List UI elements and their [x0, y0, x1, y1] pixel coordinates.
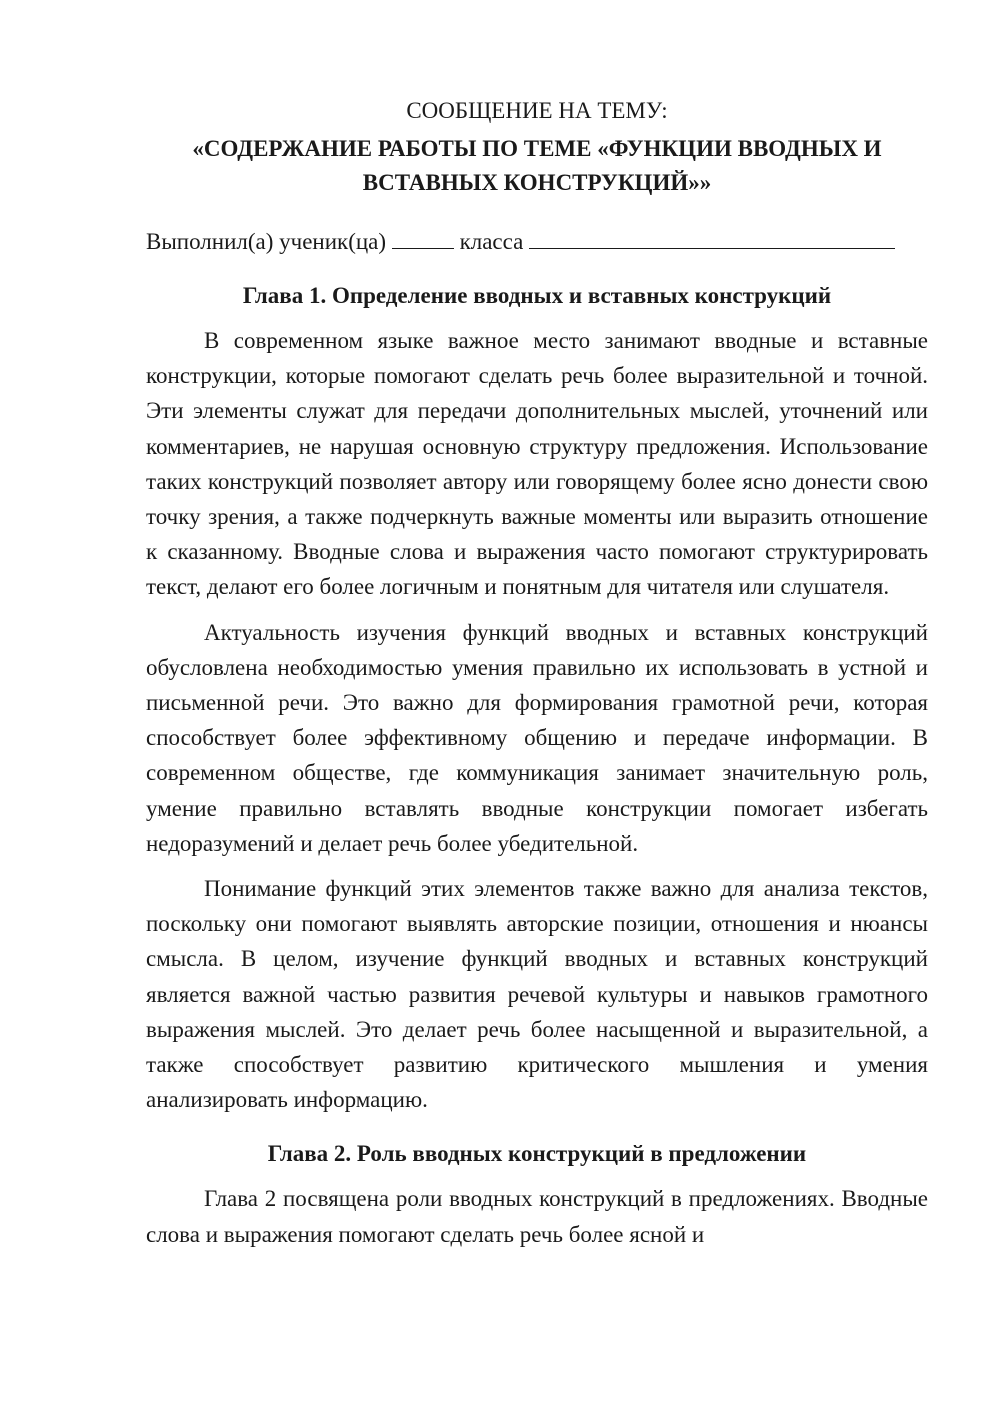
chapter-1-paragraph: Понимание функций этих элементов также важно для анализа текстов, поскольку они помогают выявлять авторские позиции, отношения и нюансы смысла. В целом, изучение функций вводных и вставных конструкций является важной частью развития речевой культуры и навыков грамотного выражения мыслей. Это делает речь более насыщенной и выразительной, а также способствует развитию критического мышления и умения анализировать информацию.: [146, 876, 928, 1113]
document-page: [146, 94, 928, 1252]
chapter-1-paragraph: В современном языке важное место занимают вводные и вставные конструкции, которые помогают сделать речь более выразительной и точной. Эти элементы служат для передачи дополнительных мыслей, уточнений или комментариев, не нарушая основную структуру предложения. Использование таких конструкций позволяет автору или говорящему более ясно донести свою точку зрения, а также подчеркнуть важные моменты или выразить отношение к сказанному. Вводные слова и выражения часто помогают структурировать текст, делают его более логичным и понятным для читателя или слушателя.: [146, 328, 928, 600]
class-label: класса: [459, 229, 524, 254]
chapter-2-heading: Глава 2. Роль вводных конструкций в предложении: [267, 1141, 807, 1167]
student-name-blank: [529, 222, 895, 249]
document-subtitle: «СОДЕРЖАНИЕ РАБОТЫ ПО ТЕМЕ «ФУНКЦИИ ВВОДНЫХ И ВСТАВНЫХ КОНСТРУКЦИЙ»»: [192, 136, 882, 195]
class-number-blank: [392, 222, 454, 249]
chapter-1-paragraph: Актуальность изучения функций вводных и вставных конструкций обусловлена необходимостью умения правильно их использовать в устной и письменной речи. Это важно для формирования грамотной речи, которая способствует более эффективному общению и передаче информации. В современном обществе, где коммуникация занимает значительную роль, умение правильно вставлять вводные конструкции помогает избегать недоразумений и делает речь более убедительной.: [146, 619, 928, 856]
chapter-1-heading: Глава 1. Определение вводных и вставных конструкций: [242, 283, 832, 308]
document-title: СООБЩЕНИЕ НА ТЕМУ:: [406, 98, 668, 123]
performed-by-label: Выполнил(а) ученик(ца): [146, 229, 387, 254]
chapter-2-paragraph: Глава 2 посвящена роли вводных конструкций в предложениях. Вводные слова и выражения помогают сделать речь более ясной и: [146, 1186, 928, 1247]
author-line: [146, 222, 928, 259]
